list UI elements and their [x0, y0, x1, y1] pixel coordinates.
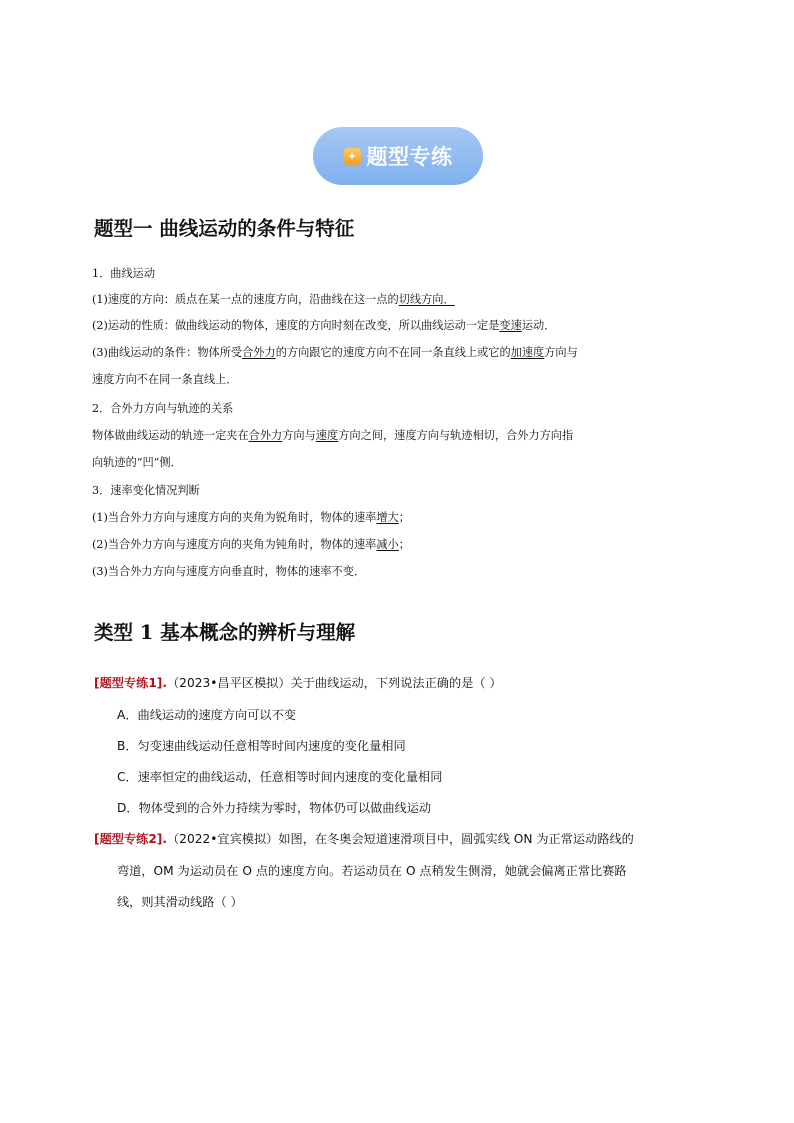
trophy-icon: ✦	[344, 148, 361, 165]
point-2-title: 2．合外力方向与轨迹的关系	[92, 402, 234, 415]
question-text: （2023•昌平区模拟）关于曲线运动，下列说法正确的是（ ）	[167, 676, 502, 690]
option-b: B．匀变速曲线运动任意相等时间内速度的变化量相同	[117, 739, 406, 753]
underlined-answer: 合外力	[242, 346, 276, 359]
text-segment: (1)当合外力方向与速度方向的夹角为锐角时，物体的速率	[92, 511, 377, 524]
text-segment: (2)运动的性质：做曲线运动的物体，速度的方向时刻在改变，所以曲线运动一定是	[92, 319, 500, 332]
underlined-answer: 减小	[376, 538, 399, 551]
point-1-title: 1．曲线运动	[92, 267, 156, 280]
text-segment: 物体做曲线运动的轨迹一定夹在	[92, 429, 249, 442]
text-segment: 方向之间，速度方向与轨迹相切，合外力方向指	[338, 429, 574, 442]
underlined-answer: 变速	[499, 319, 522, 332]
option-a: A．曲线运动的速度方向可以不变	[117, 708, 296, 722]
question-2-line-3: 线，则其滑动线路（ ）	[117, 895, 243, 909]
text-segment: 方向与	[544, 346, 578, 359]
text-segment: 运动．	[521, 319, 556, 332]
point-2-line-1	[92, 428, 573, 444]
underlined-answer: 切线方向．	[398, 293, 455, 306]
text-segment: 的方向跟它的速度方向不在同一条直线上或它的	[275, 346, 511, 359]
underlined-answer: 增大	[376, 511, 399, 524]
question-tag: [题型专练1].	[94, 676, 167, 690]
point-3-line-1	[92, 510, 410, 526]
question-2	[94, 830, 634, 847]
question-text: （2022•宜宾模拟）如图，在冬奥会短道速滑项目中，圆弧实线 ON 为正常运动路线的	[167, 832, 634, 846]
text-segment: (2)当合外力方向与速度方向的夹角为钝角时，物体的速率	[92, 538, 377, 551]
point-1-line-4: 速度方向不在同一条直线上．	[92, 373, 238, 386]
section-heading-2: 类型 1 基本概念的辨析与理解	[94, 621, 356, 644]
text-segment: ；	[398, 538, 410, 551]
underlined-answer: 加速度	[510, 346, 545, 359]
point-1-line-3	[92, 345, 578, 361]
point-3-title: 3．速率变化情况判断	[92, 484, 200, 497]
point-1-line-1	[92, 292, 455, 308]
banner-title: 题型专练	[366, 145, 453, 169]
text-segment: ；	[398, 511, 410, 524]
section-heading-1: 题型一 曲线运动的条件与特征	[94, 217, 355, 240]
point-3-line-3: (3)当合外力方向与速度方向垂直时，物体的速率不变．	[92, 565, 366, 578]
text-segment: (3)曲线运动的条件：物体所受	[92, 346, 243, 359]
underlined-answer: 速度	[315, 429, 339, 442]
question-1	[94, 674, 502, 691]
point-3-line-2	[92, 537, 410, 553]
text-segment: (1)速度的方向：质点在某一点的速度方向，沿曲线在这一点的	[92, 293, 399, 306]
section-banner	[313, 127, 483, 185]
underlined-answer: 合外力	[248, 429, 283, 442]
option-c: C．速率恒定的曲线运动，任意相等时间内速度的变化量相同	[117, 770, 443, 784]
point-1-line-2	[92, 318, 555, 334]
text-segment: 方向与	[282, 429, 316, 442]
question-2-line-2: 弯道，OM 为运动员在 O 点的速度方向。若运动员在 O 点稍发生侧滑，她就会偏离正常比赛路	[117, 864, 627, 878]
point-2-line-2: 向轨迹的“凹”侧．	[92, 456, 182, 469]
question-tag: [题型专练2].	[94, 832, 167, 846]
option-d: D．物体受到的合外力持续为零时，物体仍可以做曲线运动	[117, 801, 432, 815]
